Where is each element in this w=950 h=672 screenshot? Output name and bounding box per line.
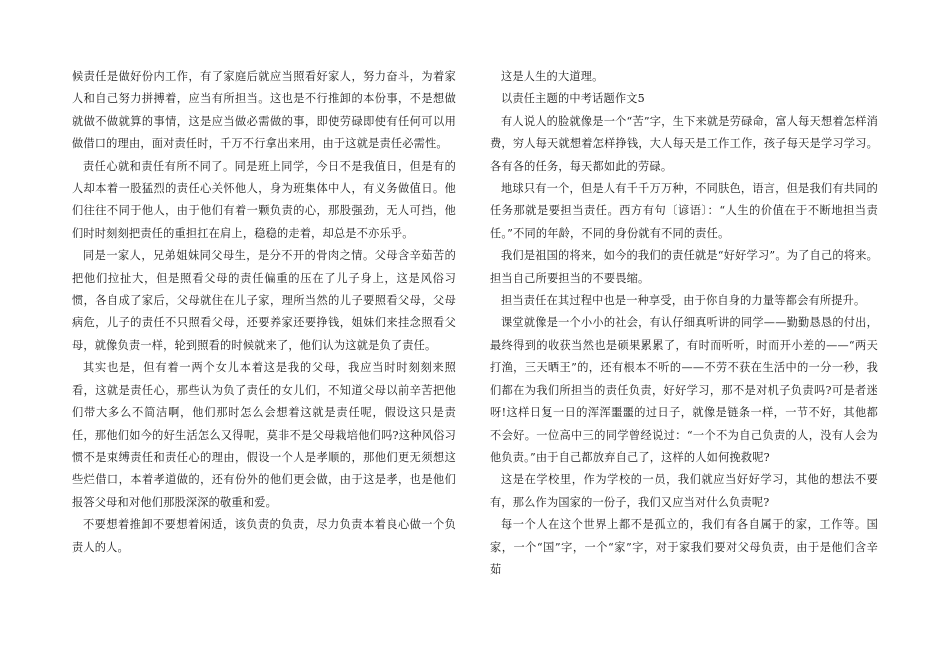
paragraph: 我们是祖国的将来，如今的我们的责任就是“好好学习”。为了自己的将来。担当自己所要担当的不要畏缩。 (490, 249, 878, 285)
paragraph: 责任心就和责任有所不同了。同是班上同学，今日不是我值日，但是有的人却本着一股猛烈的责任心关怀他人，身为班集体中人，有义务做值日。他们往往不同于他人，由于他们有着一颗负责的心，那股强劲，无人可挡，他们时时刻刻把责任的重担扛在肩上，稳稳的走着，却总是不亦乐乎。 (72, 159, 456, 240)
section-heading: 以责任主题的中考话题作文5 (501, 92, 645, 106)
paragraph: 地球只有一个，但是人有千千万万种，不同肤色，语言，但是我们有共同的任务那就是要担当责任。西方有句〔谚语〕：“人生的价值在于不断地担当责任。”不同的年龄，不同的身份就有不同的责任。 (490, 182, 878, 240)
paragraph: 每一个人在这个世界上都不是孤立的，我们有各自属于的家，工作等。国家，一个“国”字，一个“家”字，对于家我们要对父母负责，由于是他们含辛茹 (490, 518, 878, 576)
paragraph: 同是一家人，兄弟姐妹同父母生，是分不开的骨肉之情。父母含辛茹苦的把他们拉扯大，但是照看父母的责任偏重的压在了儿子身上，这是风俗习惯，各自成了家后，父母就住在儿子家，理所当然的儿子要照看父母，父母病危，儿子的责任不只照看父母，还要养家还要挣钱，姐妹们来挂念照看父母，就像负责一样，轮到照看的时候就来了，他们认为这就是负了责任。 (72, 249, 456, 352)
paragraph-continuation: 候责任是做好份内工作，有了家庭后就应当照看好家人，努力奋斗，为着家人和自己努力拼搏着，应当有所担当。这也是不行推卸的本份事，不是想做就做不做就算的事情，这是应当做必需做的事，即使劳碌即使有任何可以用做借口的理由，面对责任时，千万不行拿出来用，由于这就是责任必需性。 (72, 70, 456, 151)
paragraph: 课堂就像是一个小小的社会，有认仔细真听讲的同学——勤勤恳恳的付出，最终得到的收获当然也是硕果累累了，有时而听听，时而开小差的——“两天打渔，三天晒王”的，还有根本不听的——不劳不获在生活中的一分一秒，我们都在为我们所担当的责任负责，好好学习，那不是对机子负责吗?可是者迷呀!这样日复一日的浑浑噩噩的过日子，就像是链条一样，一节不好，其他都不会好。一位高中三的同学曾经说过：“一个不为自己负责的人，没有人会为他负责。”由于自己都放弃自己了，这样的人如何挽救呢? (490, 316, 878, 464)
paragraph: 不要想着推卸不要想着闲适，该负责的负责，尽力负责本着良心做一个负责人的人。 (72, 518, 456, 554)
right-column (490, 66, 878, 581)
paragraph: 其实也是，但有着一两个女儿本着这是我的父母，我应当时时刻刻来照看，这就是责任心，那些认为负了责任的女儿们，不知道父母以前辛苦把他们带大多么不简洁啊，他们那时怎么会想着这就是责任呢，假设这只是责任，那他们如今的好生活怎么又得呢，莫非不是父母栽培他们吗?这种风俗习惯不是束缚责任和责任心的理由，假设一个人是孝顺的，那他们更无须想这些烂借口，本着孝道做的，还有份外的他们更会做，由于这是孝，也是他们报答父母和对他们那股深深的敬重和爱。 (72, 361, 456, 509)
paragraph: 这是在学校里，作为学校的一员，我们就应当好好学习，其他的想法不要有，那么作为国家的一份子，我们又应当对什么负责呢? (490, 473, 878, 509)
paragraph: 这是人生的大道理。 (501, 70, 604, 83)
paragraph: 有人说人的脸就像是一个“苦”字，生下来就是劳碌命，富人每天想着怎样消费，穷人每天就想着怎样挣钱，大人每天是工作工作，孩子每天是学习学习。各有各的任务，每天都如此的劳碌。 (490, 114, 878, 173)
left-column (72, 66, 456, 559)
paragraph: 担当责任在其过程中也是一种享受，由于你自身的力量等都会有所提升。 (501, 294, 866, 308)
